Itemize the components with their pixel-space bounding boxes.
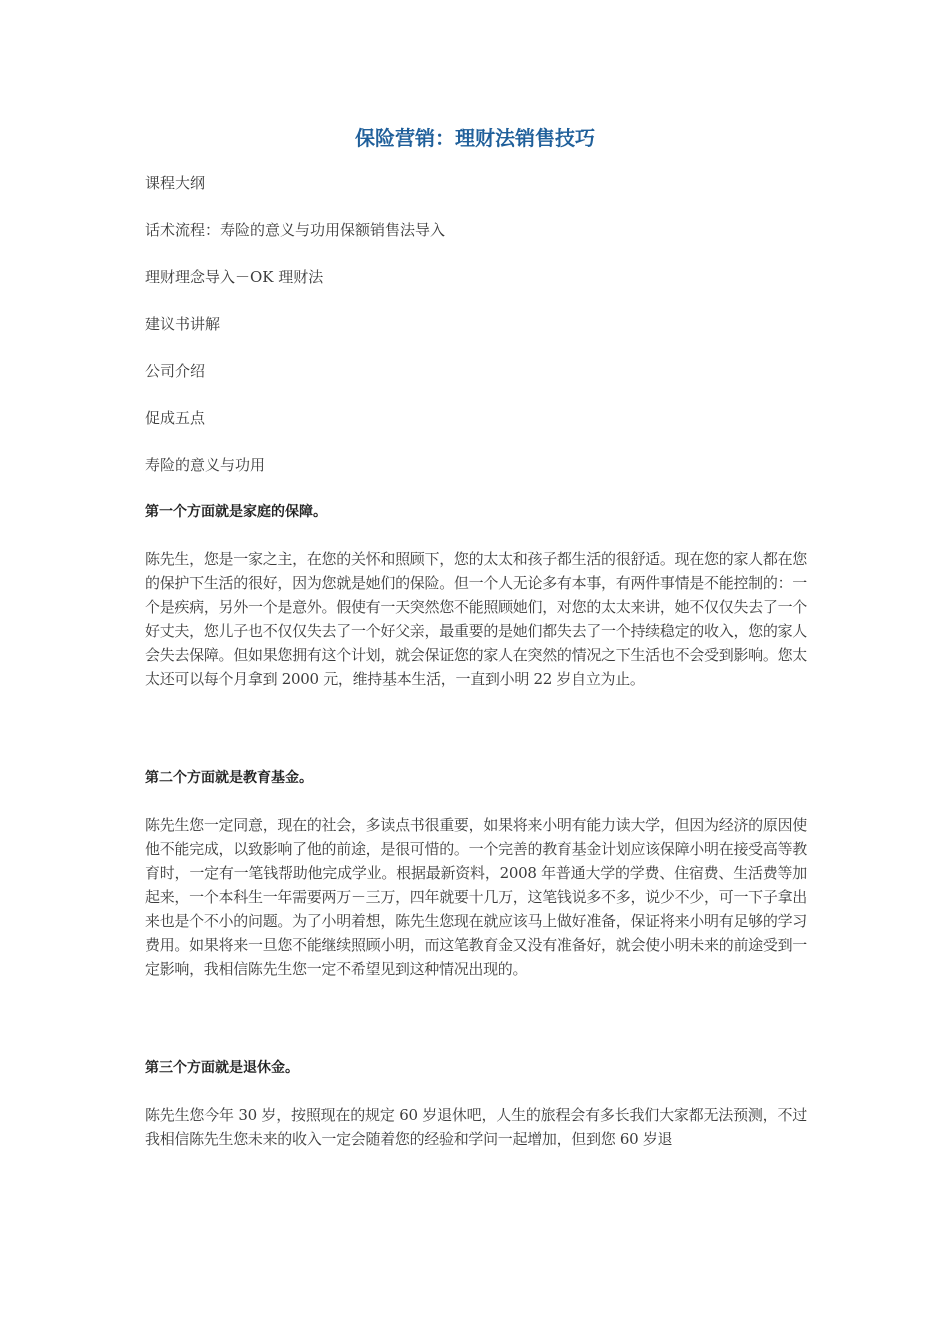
outline-item: 理财理念导入－OK 理财法 (145, 268, 324, 286)
outline-item: 课程大纲 (145, 174, 206, 192)
outline-item: 话术流程：寿险的意义与功用保额销售法导入 (145, 221, 446, 239)
outline-item: 建议书讲解 (145, 315, 221, 333)
outline-item: 促成五点 (145, 409, 206, 427)
section-paragraph: 陈先生您一定同意，现在的社会，多读点书很重要，如果将来小明有能力读大学，但因为经济的原因使他不能完成，以致影响了他的前途，是很可惜的。一个完善的教育基金计划应该保障小明在接受高等教育时，一定有一笔钱帮助他完成学业。根据最新资料，2008 年普通大学的学费、住宿费、生活费等加起来，一个本科生一年需要两万－三万，四年就要十几万，这笔钱说多不多，说少不少，可一下子拿出来也是个不小的问题。为了小明着想，陈先生您现在就应该马上做好准备，保证将来小明有足够的学习费用。如果将来一旦您不能继续照顾小明，而这笔教育金又没有准备好，就会使小明未来的前途受到一定影响，我相信陈先生您一定不希望见到这种情况出现的。 (145, 816, 807, 978)
section-heading: 第二个方面就是教育基金。 (145, 770, 313, 786)
section-spacer (145, 981, 807, 1057)
section-heading: 第三个方面就是退休金。 (145, 1060, 299, 1076)
document-title: 保险营销：理财法销售技巧 (355, 126, 595, 150)
section-heading: 第一个方面就是家庭的保障。 (145, 504, 327, 520)
section-spacer (145, 691, 807, 767)
outline-item: 公司介绍 (145, 362, 206, 380)
outline-item: 寿险的意义与功用 (145, 456, 266, 474)
document-body (145, 172, 807, 1151)
section-paragraph: 陈先生，您是一家之主，在您的关怀和照顾下，您的太太和孩子都生活的很舒适。现在您的家人都在您的保护下生活的很好，因为您就是她们的保险。但一个人无论多有本事，有两件事情是不能控制的：一个是疾病，另外一个是意外。假使有一天突然您不能照顾她们，对您的太太来讲，她不仅仅失去了一个好丈夫，您儿子也不仅仅失去了一个好父亲，最重要的是她们都失去了一个持续稳定的收入，您的家人会失去保障。但如果您拥有这个计划，就会保证您的家人在突然的情况之下生活也不会受到影响。您太太还可以每个月拿到 2000 元，维持基本生活，一直到小明 22 岁自立为止。 (145, 550, 807, 688)
section-paragraph: 陈先生您今年 30 岁，按照现在的规定 60 岁退休吧，人生的旅程会有多长我们大家都无法预测，不过我相信陈先生您未来的收入一定会随着您的经验和学问一起增加，但到您 60 岁退 (145, 1106, 807, 1148)
